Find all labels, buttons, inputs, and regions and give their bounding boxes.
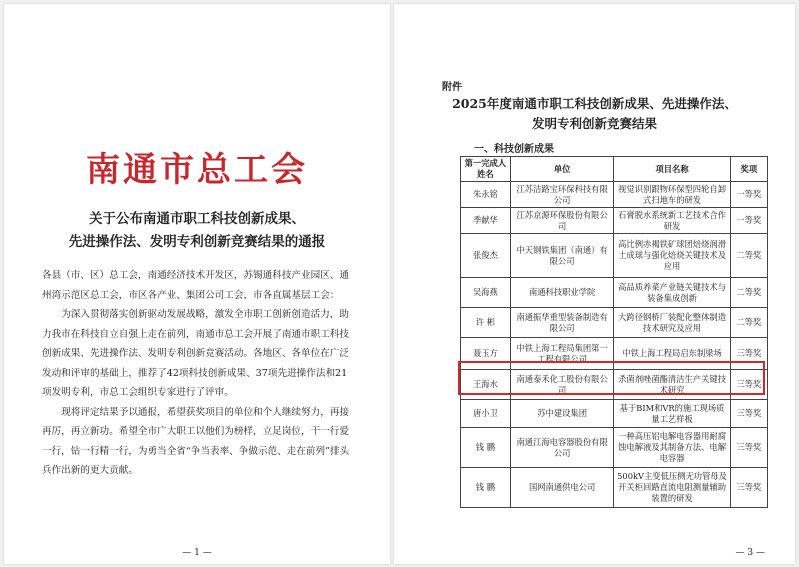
cell-name: 唐小卫	[461, 400, 511, 428]
cell-project: 中铁上海工程局启东制梁场	[614, 338, 730, 370]
row-highlight-box	[458, 361, 765, 395]
header-unit: 单位	[510, 157, 614, 182]
cell-award: 一等奖	[730, 208, 767, 234]
cell-award: 二等奖	[730, 234, 767, 278]
cell-unit: 南通振华重型装备制造有限公司	[510, 308, 614, 338]
cell-award: 三等奖	[730, 370, 767, 400]
cell-name: 王海水	[461, 370, 511, 400]
cell-project: 大跨径钢桥厂装配化整体制造技术研究及应用	[614, 308, 730, 338]
salutation: 各县（市、区）总工会，南通经济技术开发区，苏锡通科技产业园区、通州湾示范区总工会，市区各产业、集团公司工会，市各直属基层工会：	[42, 270, 349, 301]
results-title-line: 发明专利创新竞赛结果	[531, 116, 657, 131]
right-page	[394, 4, 795, 564]
table-row	[461, 308, 768, 338]
cell-unit: 南通科技职业学院	[510, 278, 614, 308]
cell-unit: 江苏洁路宝环保科技有限公司	[510, 182, 614, 208]
document-title-line: 关于公布南通市职工科技创新成果、	[89, 211, 305, 227]
body-paragraph: 为深入贯彻落实创新驱动发展战略，激发全市职工创新创造活力，助力我市在科技自立自强上走在前列，南通市总工会开展了南通市职工科技创新成果、先进操作法、发明专利创新竞赛活动。各地区、各单位在广泛发动和评审的基础上，推荐了42项科技创新成果、37项先进操作法和21项发明专利，市总工会组织专家进行了评审。	[42, 309, 349, 398]
cell-name: 钱 鹏	[461, 468, 511, 508]
section-heading: 一、科技创新成果	[474, 144, 554, 155]
cell-award: 三等奖	[730, 400, 767, 428]
cell-unit: 江苏京源环保股份有限公司	[510, 208, 614, 234]
appendix-label: 附件	[442, 82, 462, 93]
cell-award: 三等奖	[730, 428, 767, 468]
cell-project: 视觉识别跟物环保型四轮自卸式扫地车的研发	[614, 182, 730, 208]
table-row	[461, 468, 768, 508]
cell-unit: 中天钢铁集团（南通）有限公司	[510, 234, 614, 278]
header-name: 第一完成人姓名	[461, 157, 511, 182]
cell-award: 一等奖	[730, 182, 767, 208]
document-title-line: 先进操作法、发明专利创新竞赛结果的通报	[68, 234, 326, 250]
table-row	[461, 182, 768, 208]
cell-name: 张俊杰	[461, 234, 511, 278]
table-row	[461, 234, 768, 278]
cell-name: 许 彬	[461, 308, 511, 338]
results-title-line: 2025年度南通市职工科技创新成果、先进操作法、	[452, 96, 737, 111]
page-number: — 1 —	[182, 548, 212, 558]
cell-name: 聂玉方	[461, 338, 511, 370]
cell-award: 三等奖	[730, 468, 767, 508]
cell-name: 钱 鹏	[461, 428, 511, 468]
table-row	[461, 428, 768, 468]
letterhead: 南通市总工会	[86, 150, 308, 190]
table-row	[461, 208, 768, 234]
cell-name: 吴海燕	[461, 278, 511, 308]
cell-project: 一种高压铝电解电容器用耐腐蚀电解液及其制备方法、电解电容器	[614, 428, 730, 468]
page-number: — 3 —	[735, 548, 765, 558]
cell-award: 二等奖	[730, 308, 767, 338]
header-project: 项目名称	[614, 157, 730, 182]
cell-project: 高比例赤褐铁矿球团焙烧润滑土成球与强化焙烧关键技术及应用	[614, 234, 730, 278]
cell-project: 基于BIM和VR的施工现场质量工艺样板	[614, 400, 730, 428]
cell-name: 季献华	[461, 208, 511, 234]
cell-award: 二等奖	[730, 278, 767, 308]
cell-project: 石膏脱水系统新工艺技术合作研发	[614, 208, 730, 234]
cell-award: 三等奖	[730, 338, 767, 370]
table-row	[461, 278, 768, 308]
body-paragraph: 现将评定结果予以通报，希望获奖项目的单位和个人继续努力，再接再厉，再立新功。希望全市广大职工以他们为榜样，立足岗位，干一行爱一行，钻一行精一行，为勇当全省“争当表率、争做示范、走在前列”排头兵作出新的更大贡献。	[42, 406, 350, 476]
results-title	[394, 94, 795, 134]
table-header-row	[461, 157, 768, 182]
awards-table	[460, 156, 768, 508]
document-title	[4, 208, 390, 254]
table-row	[461, 400, 768, 428]
cell-project: 高品质养菜产业链关键技术与装备集成创新	[614, 278, 730, 308]
left-page	[4, 4, 390, 564]
cell-unit: 国网南通供电公司	[510, 468, 614, 508]
cell-unit: 南通泰禾化工股份有限公司	[510, 370, 614, 400]
cell-project: 500kV主变低压侧无功管母及开关柜回路直流电阻测量辅助装置的研发	[614, 468, 730, 508]
cell-unit: 中铁上海工程局集团第一工程有限公司	[510, 338, 614, 370]
header-award: 奖项	[730, 157, 767, 182]
cell-name: 朱永铭	[461, 182, 511, 208]
document-body	[42, 266, 352, 481]
cell-unit: 苏中建设集团	[510, 400, 614, 428]
cell-unit: 南通江海电容器股份有限公司	[510, 428, 614, 468]
cell-project: 杀菌剂唑菌酯清洁生产关键技术研究	[614, 370, 730, 400]
